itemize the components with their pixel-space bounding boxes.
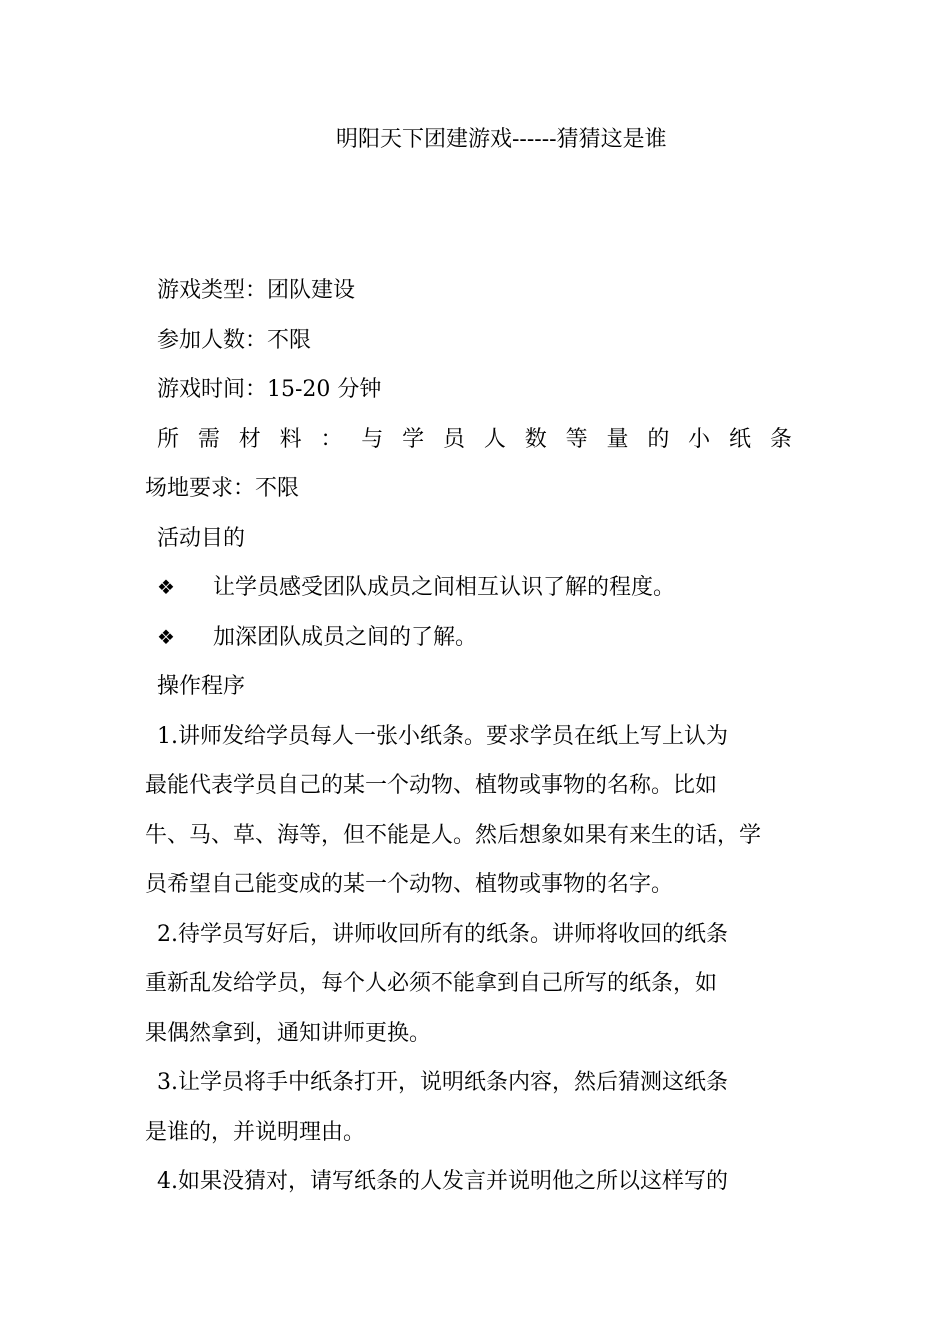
materials-char: 料 [279, 426, 302, 452]
materials-char: 学 [402, 426, 425, 452]
materials-char: 材 [238, 426, 261, 452]
objective-heading: 活动目的 [157, 525, 246, 551]
materials-char: 员 [443, 426, 466, 452]
materials-char: 小 [688, 426, 711, 452]
procedure-heading: 操作程序 [157, 674, 246, 699]
procedure-step-2 [145, 910, 810, 1059]
field-game-type: 游戏类型：团队建设 [157, 278, 356, 303]
materials-char: 数 [524, 426, 547, 452]
step-line: 4.如果没猜对，请写纸条的人发言并说明他之所以这样写的 [157, 1169, 728, 1194]
materials-char: 需 [197, 426, 220, 452]
materials-char: 量 [606, 426, 629, 452]
diamond-bullet-icon: ❖ [157, 624, 175, 649]
step-line: 3.让学员将手中纸条打开，说明纸条内容，然后猜测这纸条 [157, 1070, 728, 1095]
step-line: 员希望自己能变成的某一个动物、植物或事物的名字。 [145, 872, 674, 897]
materials-char: 条 [769, 426, 792, 452]
field-venue: 场地要求：不限 [145, 476, 300, 501]
materials-char: 纸 [729, 426, 752, 452]
objective-text: 加深团队成员之间的了解。 [213, 624, 478, 650]
procedure-step-1 [145, 712, 810, 910]
step-line: 1.讲师发给学员每人一张小纸条。要求学员在纸上写上认为 [157, 723, 728, 749]
objective-text: 让学员感受团队成员之间相互认识了解的程度。 [213, 575, 676, 600]
step-line: 是谁的，并说明理由。 [145, 1119, 366, 1145]
field-participants: 参加人数：不限 [157, 327, 312, 353]
objective-item [145, 563, 810, 613]
step-line: 2.待学员写好后，讲师收回所有的纸条。讲师将收回的纸条 [157, 921, 728, 947]
document-title: 明阳天下团建游戏------猜猜这是谁 [336, 127, 667, 152]
materials-char: 人 [483, 426, 506, 452]
step-line: 重新乱发给学员，每个人必须不能拿到自己所写的纸条，如 [145, 971, 718, 996]
document-body [145, 266, 810, 1207]
procedure-step-4 [145, 1157, 810, 1207]
materials-char: 等 [565, 426, 588, 452]
diamond-bullet-icon: ❖ [157, 575, 175, 599]
procedure-step-3 [145, 1058, 810, 1157]
materials-char: 与 [361, 426, 384, 452]
step-line: 最能代表学员自己的某一个动物、植物或事物的名称。比如 [145, 773, 718, 798]
step-line: 牛、马、草、海等，但不能是人。然后想象如果有来生的话，学 [145, 822, 762, 848]
materials-char: 的 [647, 426, 670, 452]
materials-char: 所 [157, 426, 180, 452]
objective-item [145, 613, 810, 663]
field-duration: 游戏时间：15-20 分钟 [157, 377, 382, 402]
materials-char: ： [320, 426, 343, 452]
field-materials [145, 415, 810, 465]
step-line: 果偶然拿到，通知讲师更换。 [145, 1020, 432, 1046]
